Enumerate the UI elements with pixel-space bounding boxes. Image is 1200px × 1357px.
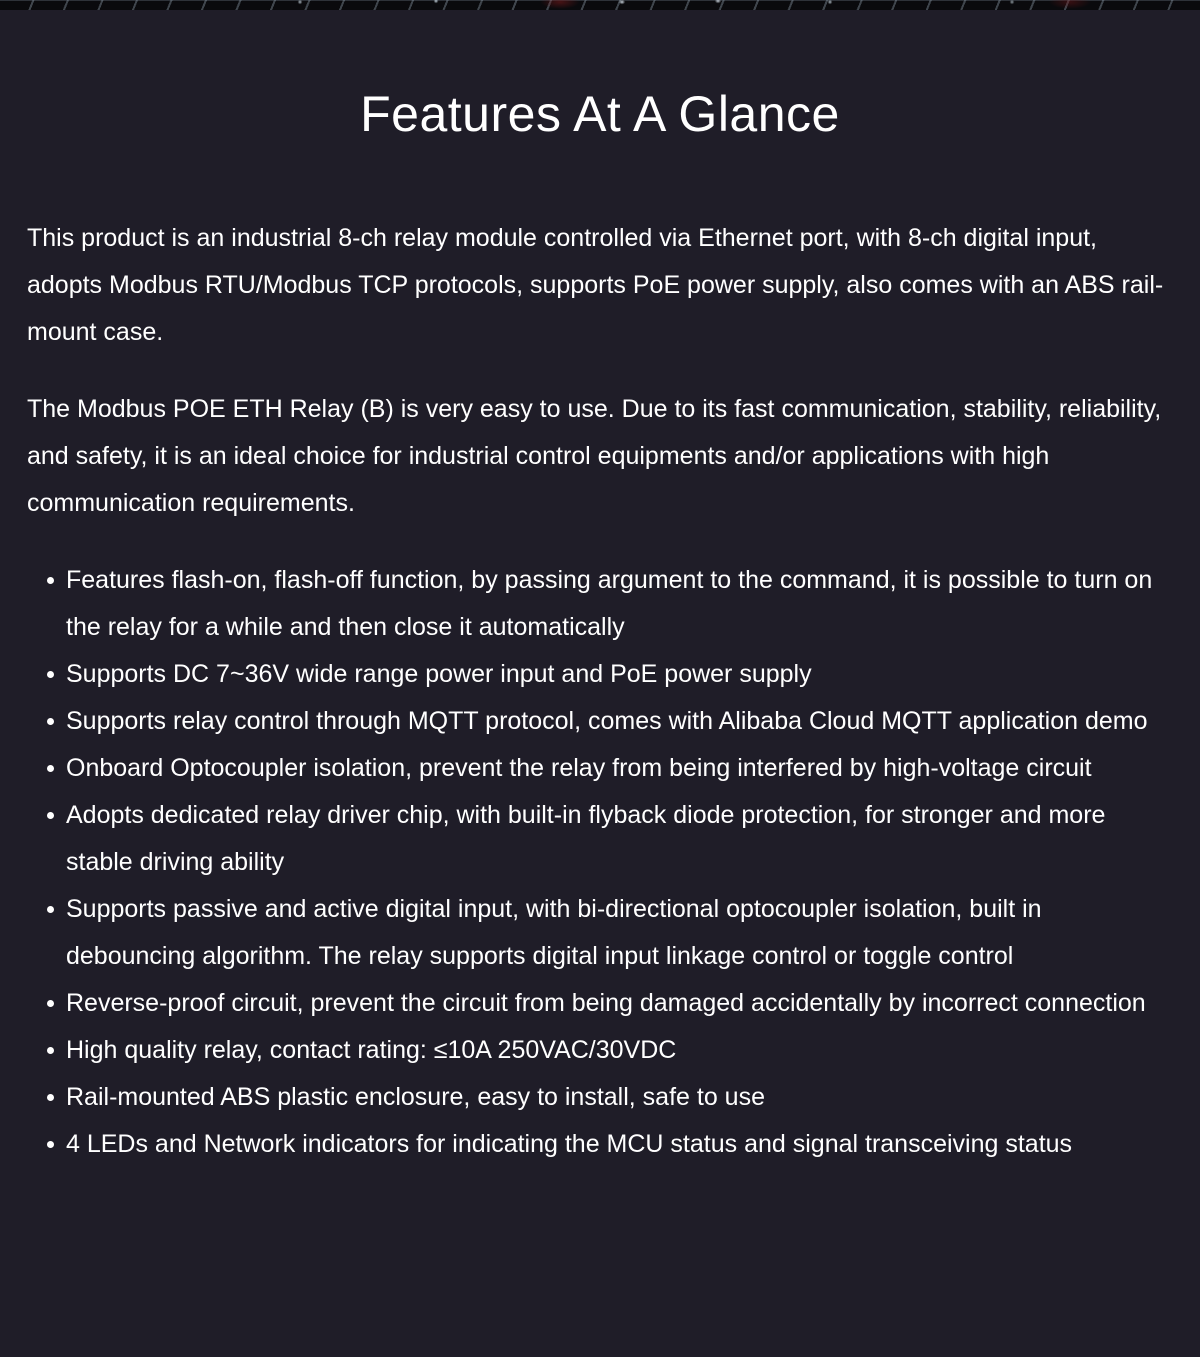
intro-paragraph-2: The Modbus POE ETH Relay (B) is very easy to use. Due to its fast communication, stability, reliability, and safety, it is an ideal choice for industrial control equipments and/or applications with high communication requirements. [27,395,1162,517]
section-title: Features At A Glance [360,86,840,142]
feature-item: Supports relay control through MQTT protocol, comes with Alibaba Cloud MQTT application demo [27,698,1173,745]
feature-item: Features flash-on, flash-off function, by passing argument to the command, it is possible to turn on the relay for a while and then close it automatically [27,557,1173,651]
feature-item: 4 LEDs and Network indicators for indicating the MCU status and signal transceiving status [27,1121,1173,1168]
feature-item: Rail-mounted ABS plastic enclosure, easy to install, safe to use [27,1074,1173,1121]
feature-item: Supports passive and active digital input, with bi-directional optocoupler isolation, built in debouncing algorithm. The relay supports digital input linkage control or toggle control [27,886,1173,980]
feature-item: High quality relay, contact rating: ≤10A 250VAC/30VDC [27,1027,1173,1074]
feature-item: Supports DC 7~36V wide range power input and PoE power supply [27,651,1173,698]
feature-item: Adopts dedicated relay driver chip, with built-in flyback diode protection, for stronger and more stable driving ability [27,792,1173,886]
feature-item: Onboard Optocoupler isolation, prevent the relay from being interfered by high-voltage circuit [27,745,1173,792]
features-list [27,557,1173,1168]
feature-item: Reverse-proof circuit, prevent the circuit from being damaged accidentally by incorrect connection [27,980,1173,1027]
product-photo-bottom-edge [0,0,1200,10]
intro-paragraph-1: This product is an industrial 8-ch relay module controlled via Ethernet port, with 8-ch digital input, adopts Modbus RTU/Modbus TCP protocols, supports PoE power supply, also comes with an ABS rail-mount case. [27,224,1164,346]
features-section [0,86,1200,1268]
